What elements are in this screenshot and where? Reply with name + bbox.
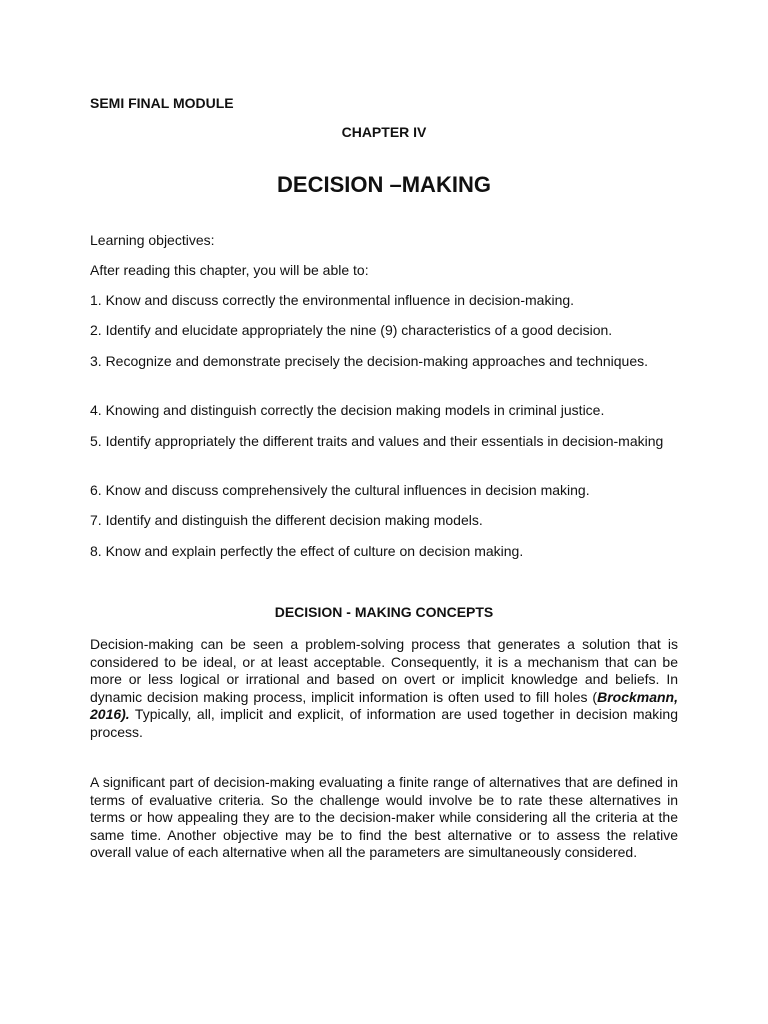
objective-item-6: 6. Know and discuss comprehensively the cultural influences in decision making.	[90, 482, 590, 498]
module-label: SEMI FINAL MODULE	[90, 95, 234, 111]
objectives-intro: Learning objectives:	[90, 232, 215, 248]
objective-item-3: 3. Recognize and demonstrate precisely the decision-making approaches and techniques.	[90, 353, 649, 369]
chapter-heading: CHAPTER IV	[341, 124, 427, 140]
objective-item-5: 5. Identify appropriately the different traits and values and their essentials in decision-making	[90, 433, 664, 449]
concepts-paragraph-1	[90, 636, 678, 741]
objective-item-1: 1. Know and discuss correctly the environmental influence in decision-making.	[90, 292, 575, 308]
section-heading: DECISION - MAKING CONCEPTS	[274, 604, 494, 620]
citation: Brockmann, 2016).	[90, 688, 678, 722]
objective-item-4: 4. Knowing and distinguish correctly the decision making models in criminal justice.	[90, 402, 605, 418]
objectives-lead: After reading this chapter, you will be able to:	[90, 262, 369, 278]
objective-item-7: 7. Identify and distinguish the different decision making models.	[90, 512, 483, 528]
concepts-paragraph-2: A significant part of decision-making evaluating a finite range of alternatives that are defined in terms of evaluative criteria. So the challenge would involve be to rate these alternatives in terms or how appealing they are to the decision-maker while considering all the criteria at the same time. Another objective may be to find the best alternative or to assess the relative overall value of each alternative when all the parameters are simultaneously considered.	[90, 774, 678, 860]
page-title: DECISION –MAKING	[277, 172, 491, 197]
paragraph-text: Decision-making can be seen a problem-solving process that generates a solution that is considered to be ideal, or at least acceptable. Consequently, it is a mechanism that can be more or less logical or irrational and based on overt or implicit knowledge and beliefs. In dynamic decision making process, implicit information is often used to fill holes (	[90, 636, 678, 705]
objective-item-2: 2. Identify and elucidate appropriately the nine (9) characteristics of a good decision.	[90, 322, 613, 338]
objective-item-8: 8. Know and explain perfectly the effect of culture on decision making.	[90, 543, 524, 559]
paragraph-text: Typically, all, implicit and explicit, of information are used together in decision making process.	[90, 706, 678, 740]
